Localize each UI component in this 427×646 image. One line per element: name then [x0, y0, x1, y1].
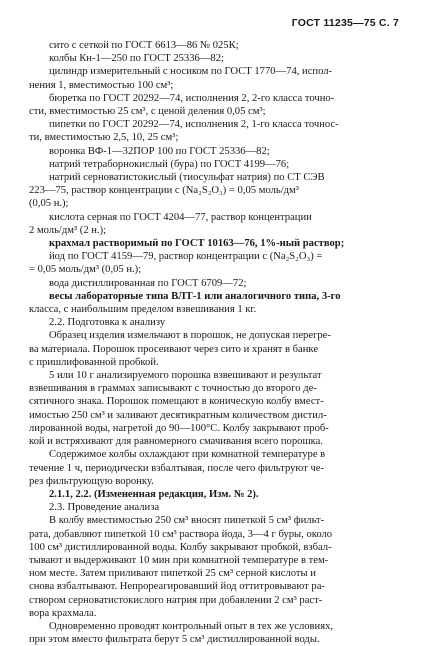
text-line: рата, добавляют пипеткой 10 см³ раствора йода, 3—4 г буры, около — [29, 528, 333, 540]
text-line: бюретка по ГОСТ 20292—74, исполнения 2, 2-го класса точно- — [49, 92, 335, 104]
text-line: (0,05 н.); — [29, 198, 69, 210]
text-line: сито с сеткой по ГОСТ 6613—86 № 025К; — [49, 40, 239, 51]
text-line: пипетки по ГОСТ 20292—74, исполнения 2, 1-го класса точнос- — [49, 119, 339, 131]
text-line: 100 см³ дистиллированной воды. Колбу закрывают пробкой, взбал- — [29, 541, 332, 553]
text-line: воронка ВФ-1—32ПОР 100 по ГОСТ 25336—82; — [49, 145, 270, 157]
text-line: Одновременно проводят контрольный опыт в тех же условиях, — [49, 620, 334, 632]
text-line: кислота серная по ГОСТ 4204—77, раствор концентрации — [49, 211, 312, 223]
text-line: течение 1 ч, периодически взбалтывая, после чего фильтруют че- — [29, 462, 325, 474]
text-line: ти, вместимостью 2,5, 10, 25 см³; — [29, 132, 179, 144]
text-line: 223—75, раствор концентрации c (Na₂S₂O₃) = 0,05 моль/дм³ — [29, 185, 299, 197]
text-line: рез фильтрующую воронку. — [29, 475, 154, 487]
text-line: сти, вместимостью 25 см³, с ценой деления 0,05 см³; — [29, 106, 266, 118]
text-line: натрий серноватистокислый (тиосульфат натрия) по СТ СЭВ — [49, 172, 325, 184]
text-line: 5 или 10 г анализируемого порошка взвешивают и результат — [49, 370, 322, 382]
text-line: Образец изделия измельчают в порошок, не допуская перегре- — [49, 330, 331, 342]
text-line: В колбу вместимостью 250 см³ вносят пипеткой 5 см³ фильт- — [49, 515, 325, 527]
text-line: колбы Кн-1—250 по ГОСТ 25336—82; — [49, 53, 224, 65]
text-line: вора крахмала. — [29, 607, 97, 619]
text-line: цилиндр измерительный с носиком по ГОСТ 1770—74, испол- — [49, 66, 333, 78]
text-line: при этом вместо фильтрата берут 5 см³ дистиллированной воды. — [29, 634, 320, 646]
text-line: Содержимое колбы охлаждают при комнатной температуре в — [49, 449, 326, 461]
text-line: натрий тетраборнокислый (бура) по ГОСТ 4199—76; — [49, 158, 290, 170]
text-line: имостью 250 см³ и заливают десятикратным количеством дистил- — [29, 409, 327, 421]
text-line: йод по ГОСТ 4159—79, раствор концентрации c (Na₂S₂O₃) = — [49, 251, 323, 263]
text-line: кой и встряхивают для равномерного смачивания всего порошка. — [29, 436, 323, 448]
document-body — [29, 39, 398, 646]
text-line: класса, с наибольшим пределом взвешивания 1 кг. — [29, 304, 257, 316]
text-line: 2.2. Подготовка к анализу — [49, 317, 166, 329]
text-line: 2 моль/дм³ (2 н.); — [29, 224, 107, 236]
page-header: ГОСТ 11235—75 С. 7 — [291, 17, 399, 29]
text-line: с пришлифованной пробкой. — [29, 356, 159, 368]
text-line: крахмал растворимый по ГОСТ 10163—76, 1%-ный раствор; — [49, 238, 345, 250]
text-line: = 0,05 моль/дм³ (0,05 н.); — [29, 264, 142, 276]
text-line: сятичного знака. Порошок помещают в коническую колбу вмест- — [29, 396, 324, 408]
text-line: весы лабораторные типа ВЛТ-1 или аналогичного типа, 3-го — [49, 290, 341, 302]
text-line: снова взбалтывают. Непрореагировавший йод оттитровывают ра- — [29, 581, 325, 593]
text-line: створом серноватистокислого натрия при добавлении 2 см³ раст- — [29, 594, 323, 606]
text-line: нения 1, вместимостью 100 см³; — [29, 79, 174, 91]
text-line: тывают и выдерживают 10 мин при комнатной температуре в тем- — [29, 554, 329, 566]
text-line: ва материала. Порошок просеивают через сито и хранят в банке — [29, 343, 319, 355]
text-line: вода дистиллированная по ГОСТ 6709—72; — [49, 277, 247, 289]
text-line: взвешивания в граммах записывают с точностью до второго де- — [29, 383, 317, 395]
text-line: 2.3. Проведение анализа — [49, 502, 160, 514]
text-line: лированной воды, нагретой до 90—100°С. Колбу закрывают проб- — [29, 422, 329, 434]
text-line: ном месте. Затем приливают пипеткой 25 см³ серной кислоты и — [29, 568, 316, 580]
text-line: 2.1.1, 2.2. (Измененная редакция, Изм. № 2). — [49, 488, 259, 500]
